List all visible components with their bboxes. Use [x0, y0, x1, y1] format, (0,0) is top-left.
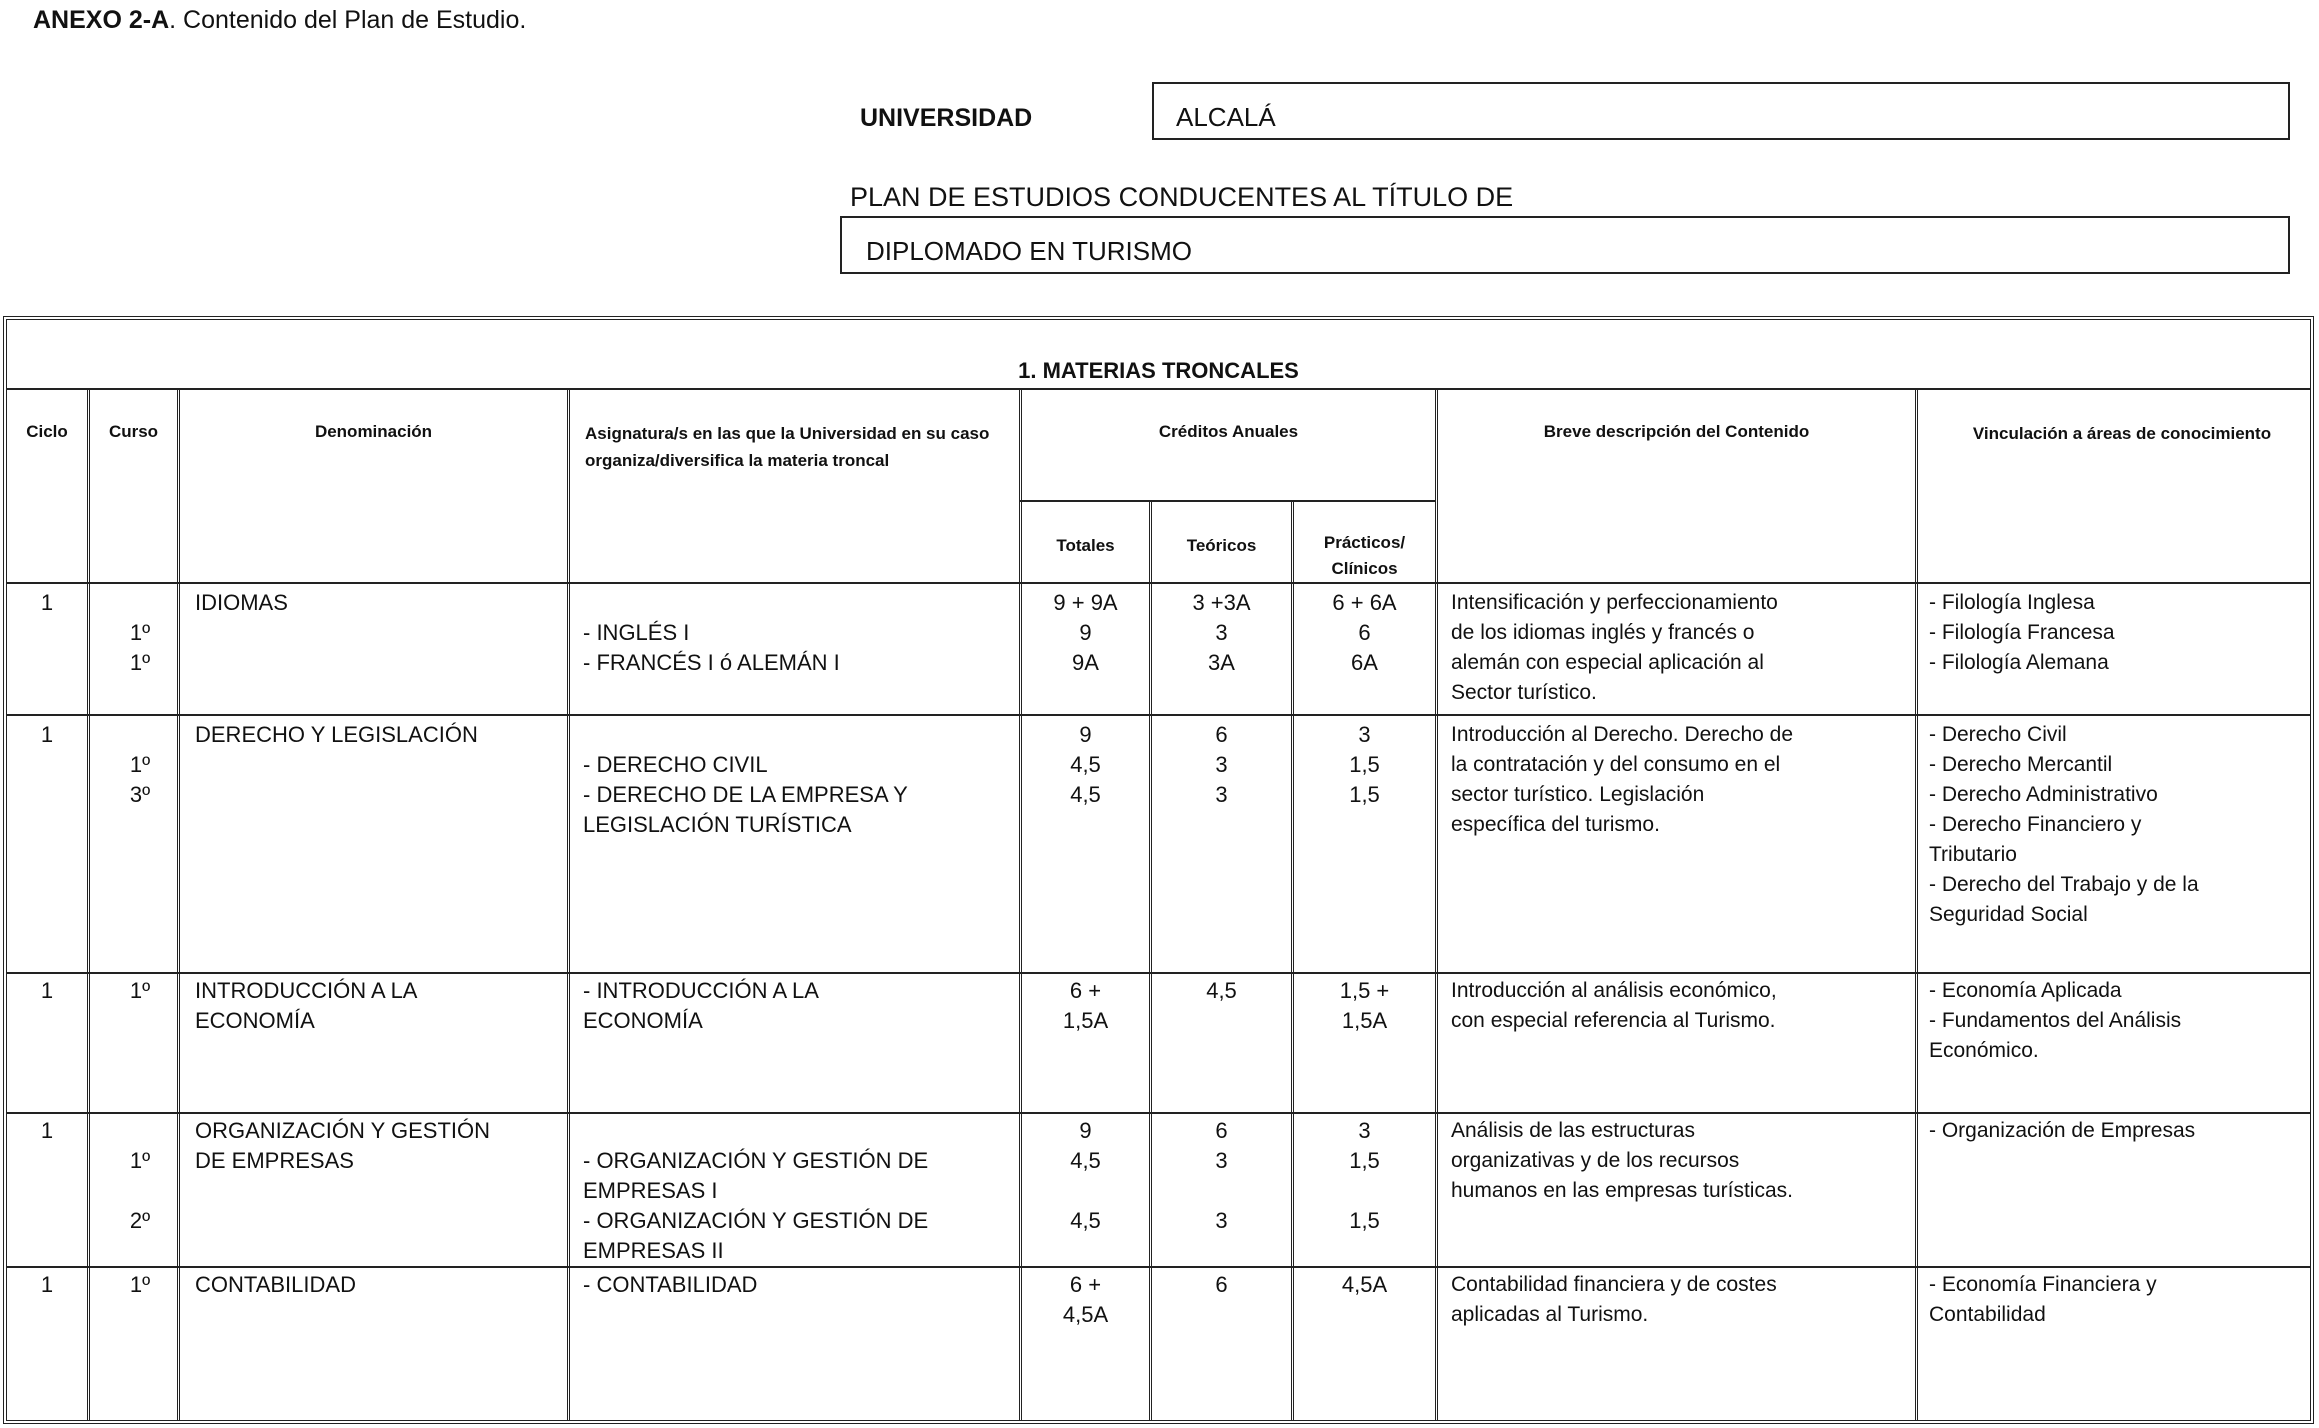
annex-bold: ANEXO 2-A	[33, 6, 170, 34]
row-divider	[7, 714, 2310, 716]
cell-denominacion: DERECHO Y LEGISLACIÓN	[195, 722, 478, 747]
cell-asignaturas: - INGLÉS I - FRANCÉS I ó ALEMÁN I	[583, 620, 840, 675]
cell-practicos: 4,5A	[1341, 1272, 1388, 1297]
cell-teoricos: 4,5	[1206, 978, 1237, 1003]
cell-totales: 9 + 9A 9 9A	[1053, 590, 1118, 675]
cell-curso: 1º	[129, 978, 151, 1003]
cell-totales: 6 + 4,5A	[1062, 1272, 1109, 1327]
col-header-teoricos: Teóricos	[1186, 536, 1257, 555]
cell-teoricos: 6 3 3	[1215, 722, 1228, 807]
row-divider	[7, 1266, 2310, 1268]
cell-descripcion: Intensificación y perfeccionamiento de los idiomas inglés y francés o alemán con especial aplicación al Sector turístico.	[1451, 591, 1778, 704]
cell-curso: 1º 3º	[129, 752, 151, 807]
section-title: 1. MATERIAS TRONCALES	[1018, 358, 1299, 383]
cell-curso: 1º 1º	[129, 620, 151, 675]
col-header-denominacion: Denominación	[314, 422, 433, 441]
header-bottom-rule	[7, 582, 2310, 584]
university-box	[1152, 82, 2290, 140]
col-header-creditos: Créditos Anuales	[1158, 422, 1299, 441]
cell-ciclo: 1	[40, 978, 54, 1003]
cell-practicos: 6 + 6A 6 6A	[1332, 590, 1397, 675]
cell-totales: 6 + 1,5A	[1062, 978, 1109, 1033]
col-header-ciclo: Ciclo	[26, 422, 68, 441]
cell-asignaturas: - ORGANIZACIÓN Y GESTIÓN DE EMPRESAS I - ORGANIZACIÓN Y GESTIÓN DE EMPRESAS II	[583, 1148, 929, 1263]
row-divider	[7, 1112, 2310, 1114]
cell-denominacion: IDIOMAS	[195, 590, 288, 615]
cell-practicos: 3 1,5 1,5	[1349, 722, 1380, 807]
cell-teoricos: 6	[1215, 1272, 1228, 1297]
cell-vinculacion: - Filología Inglesa - Filología Francesa - Filología Alemana	[1929, 591, 2115, 674]
column-divider	[567, 388, 570, 1420]
header-top-rule	[7, 388, 2310, 390]
credits-sub-rule	[1019, 500, 1435, 502]
cell-curso: 1º 2º	[129, 1148, 151, 1233]
cell-vinculacion: - Economía Financiera y Contabilidad	[1929, 1273, 2157, 1326]
cell-ciclo: 1	[40, 1118, 54, 1143]
col-header-curso: Curso	[108, 422, 159, 441]
row-divider	[7, 972, 2310, 974]
degree-box	[840, 216, 2290, 274]
cell-asignaturas: - CONTABILIDAD	[583, 1272, 758, 1297]
column-divider	[1915, 388, 1918, 1420]
annex-rest: . Contenido del Plan de Estudio.	[169, 6, 527, 34]
subjects-table	[3, 316, 2314, 1424]
col-header-asignaturas: Asignatura/s en las que la Universidad en su caso organiza/diversifica la materia troncal	[585, 424, 990, 470]
cell-descripcion: Análisis de las estructuras organizativas y de los recursos humanos en las empresas turísticas.	[1451, 1119, 1793, 1202]
cell-asignaturas: - DERECHO CIVIL - DERECHO DE LA EMPRESA Y LEGISLACIÓN TURÍSTICA	[583, 752, 908, 837]
university-value: ALCALÁ	[1176, 102, 1276, 132]
cell-teoricos: 3 +3A 3 3A	[1192, 590, 1251, 675]
cell-denominacion: INTRODUCCIÓN A LA ECONOMÍA	[195, 978, 418, 1033]
cell-descripcion: Contabilidad financiera y de costes aplicadas al Turismo.	[1451, 1273, 1777, 1326]
column-divider	[177, 388, 180, 1420]
cell-totales: 9 4,5 4,5	[1070, 1118, 1101, 1233]
cell-teoricos: 6 3 3	[1215, 1118, 1228, 1233]
university-label: UNIVERSIDAD	[860, 104, 1033, 132]
cell-asignaturas: - INTRODUCCIÓN A LA ECONOMÍA	[583, 978, 819, 1033]
cell-ciclo: 1	[40, 1272, 54, 1297]
cell-vinculacion: - Organización de Empresas	[1929, 1119, 2196, 1142]
col-header-totales: Totales	[1056, 536, 1115, 555]
col-header-vinculacion: Vinculación a áreas de conocimiento	[1972, 424, 2272, 443]
cell-vinculacion: - Derecho Civil - Derecho Mercantil - Derecho Administrativo - Derecho Financiero y Tributario - Derecho del Trabajo y de la Seguridad Social	[1929, 723, 2199, 926]
cell-vinculacion: - Economía Aplicada - Fundamentos del Análisis Económico.	[1929, 979, 2182, 1062]
cell-denominacion: CONTABILIDAD	[195, 1272, 356, 1297]
plan-label: PLAN DE ESTUDIOS CONDUCENTES AL TÍTULO DE	[850, 182, 1514, 212]
cell-practicos: 3 1,5 1,5	[1349, 1118, 1380, 1233]
annex-title	[33, 6, 526, 35]
cell-descripcion: Introducción al Derecho. Derecho de la contratación y del consumo en el sector turístico. Legislación específica del turismo.	[1451, 723, 1794, 836]
cell-denominacion: ORGANIZACIÓN Y GESTIÓN DE EMPRESAS	[195, 1118, 491, 1173]
degree-value: DIPLOMADO EN TURISMO	[866, 236, 1193, 266]
cell-curso: 1º	[129, 1272, 151, 1297]
cell-practicos: 1,5 + 1,5A	[1339, 978, 1390, 1033]
col-header-practicos: Prácticos/ Clínicos	[1323, 533, 1406, 578]
cell-descripcion: Introducción al análisis económico, con especial referencia al Turismo.	[1451, 979, 1777, 1032]
cell-ciclo: 1	[40, 590, 54, 615]
column-divider	[1435, 388, 1438, 1420]
cell-totales: 9 4,5 4,5	[1070, 722, 1101, 807]
cell-ciclo: 1	[40, 722, 54, 747]
column-divider	[87, 388, 90, 1420]
col-header-descripcion: Breve descripción del Contenido	[1543, 422, 1810, 441]
